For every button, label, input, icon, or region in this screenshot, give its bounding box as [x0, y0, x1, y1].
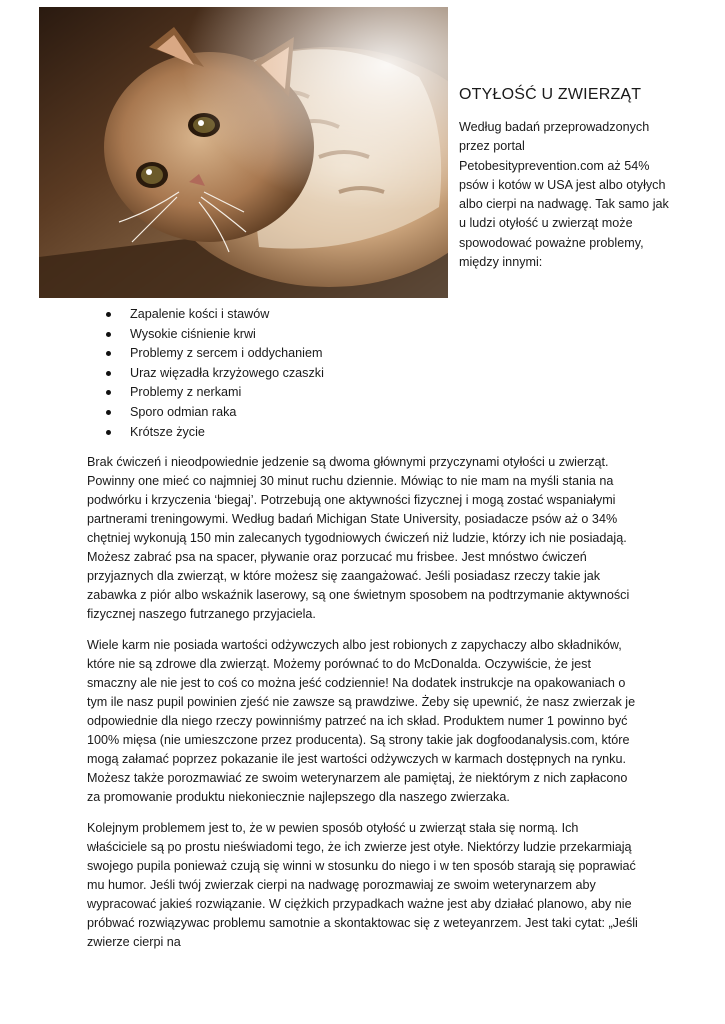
bullet-icon — [106, 312, 111, 317]
body-paragraph: Wiele karm nie posiada wartości odżywczych albo jest robionych z zapychaczy albo składników, które nie są zdrowe dla zwierząt. Możemy porównać to do McDonalda. Oczywiście, że jest smaczny ale nie jest to coś co można jeść codziennie! Na dodatek instrukcje na opakowaniach o tym ile nasz pupil powinien zjeść nie zawsze są prawdziwe. Żeby się upewnić, że nasz zwierzak je odpowiednie dla niego rzeczy powinniśmy patrzeć na ich skład. Produktem numer 1 powinno być 100% mięsa (nie umieszczone przez producenta). Są strony takie jak dogfoodanalysis.com, które mogą załamać poprzez pokazanie ile jest wartości odżywczych w karmach dostępnych na rynku. Możesz także porozmawiać ze swoim weterynarzem ale pamiętaj, że niektórym z nich zapłacono za promowanie produktu niekoniecznie najlepszego dla naszego zwierzaka. — [87, 638, 636, 804]
cat-photo — [39, 7, 448, 298]
bullet-icon — [106, 410, 111, 415]
list-item-text: Wysokie ciśnienie krwi — [130, 326, 256, 341]
list-item-text: Krótsze życie — [130, 424, 205, 439]
body-paragraph: Kolejnym problemem jest to, że w pewien sposób otyłość u zwierząt stała się normą. Ich właściciele są po prostu nieświadomi tego, że ich zwierze jest otyłe. Niektórzy ludzie przekarmiają swojego pupila ponieważ czują się winni w stosunku do niego i w ten sposób starają się poprawiać mu humor. Jeśli twój zwierzak cierpi na nadwagę porozmawiaj ze swoim weterynarzem aby wypracować jakieś rozwiązanie. W ciężkich przypadkach ważne jest aby działać planowo, aby nie próbwać rozwiązywac problemu samotnie a skontaktowac się z weteyanrzem. Jest taki cytat: „Jeśli zwierze cierpi na — [87, 821, 638, 949]
list-item — [106, 403, 506, 423]
list-item-text: Problemy z sercem i oddychaniem — [130, 346, 323, 361]
list-item-text: Uraz więzadła krzyżowego czaszki — [130, 365, 324, 380]
list-item-text: Problemy z nerkami — [130, 385, 242, 400]
list-item — [106, 383, 506, 403]
intro-paragraph: Według badań przeprowadzonych przez portal Petobesityprevention.com aż 54% psów i kotów w USA jest albo otyłych albo cierpi na nadwagę. Tak samo jak u ludzi otyłość u zwierząt może spowodować poważne problemy, między innymi: — [459, 120, 669, 270]
health-problems-list — [106, 305, 506, 442]
sidebar-intro — [459, 86, 669, 272]
bullet-icon — [106, 371, 111, 376]
bullet-icon — [106, 351, 111, 356]
article-title: OTYŁOŚĆ U ZWIERZĄT — [459, 86, 642, 103]
article-body — [87, 453, 642, 964]
list-item — [106, 325, 506, 345]
list-item-text: Zapalenie kości i stawów — [130, 307, 270, 321]
list-item-text: Sporo odmian raka — [130, 404, 237, 419]
list-item — [106, 423, 506, 443]
bullet-icon — [106, 390, 111, 395]
list-item — [106, 305, 506, 325]
body-paragraph: Brak ćwiczeń i nieodpowiednie jedzenie są dwoma głównymi przyczynami otyłości u zwierząt. Powinny one mieć co najmniej 30 minut ruchu dziennie. Mówiąc to nie mam na myśli stania na podwórku i krzyczenia ‘biegaj’. Potrzebują one aktywności fizycznej i mogą zostać wspaniałymi partnerami treningowymi. Według badań Michigan State University, posiadacze psów aż o 34% chętniej wykonują 150 min zalecanych tygodniowych ćwiczeń niż ludzie, którzy ich nie posiadają. Możesz zabrać psa na spacer, pływanie oraz porzucać mu frisbee. Jest mnóstwo ćwiczeń przyjaznych dla zwierząt, w które możesz się zaangażować. Jeśli posiadasz rzeczy takie jak zabawka z piór albo wskaźnik laserowy, są one świetnym sposobem na podtrzymanie aktywności fizycznej naszego futrzanego przyjaciela. — [87, 455, 630, 621]
bullet-icon — [106, 430, 111, 435]
list-item — [106, 364, 506, 384]
bullet-icon — [106, 332, 111, 337]
list-item — [106, 344, 506, 364]
